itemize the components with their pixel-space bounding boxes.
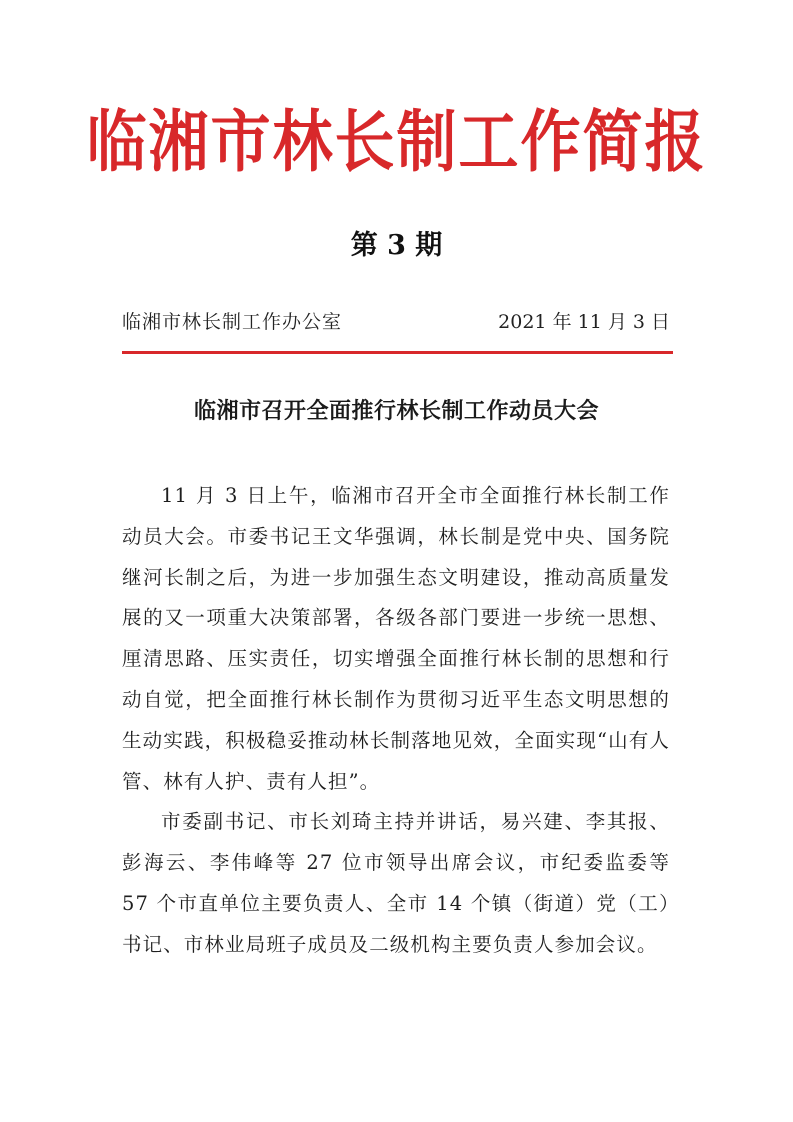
- article-headline: 临湘市召开全面推行林长制工作动员大会: [193, 399, 599, 424]
- issue-number: 第 3 期: [350, 230, 443, 261]
- red-divider-line: [122, 351, 673, 354]
- issuing-office: 临湘市林长制工作办公室: [122, 311, 343, 333]
- issuer-date-row: [122, 306, 670, 338]
- article-body: [122, 476, 670, 966]
- issue-date: 2021 年 11 月 3 日: [498, 311, 670, 333]
- article-paragraph: 11 月 3 日上午，临湘市召开全市全面推行林长制工作动员大会。市委书记王文华强调，林长制是党中央、国务院继河长制之后，为进一步加强生态文明建设，推动高质量发展的又一项重大决策部署，各级各部门要进一步统一思想、厘清思路、压实责任，切实增强全面推行林长制的思想和行动自觉，把全面推行林长制作为贯彻习近平生态文明思想的生动实践，积极稳妥推动林长制落地见效，全面实现“山有人管、林有人护、责有人担”。: [122, 484, 670, 793]
- article-paragraph: 市委副书记、市长刘琦主持并讲话，易兴建、李其报、彭海云、李伟峰等 27 位市领导出席会议，市纪委监委等 57 个市直单位主要负责人、全市 14 个镇（街道）党（工）书记、市林业局班子成员及二级机构主要负责人参加会议。: [122, 810, 670, 956]
- bulletin-masthead-title: 临湘市林长制工作简报: [86, 103, 707, 182]
